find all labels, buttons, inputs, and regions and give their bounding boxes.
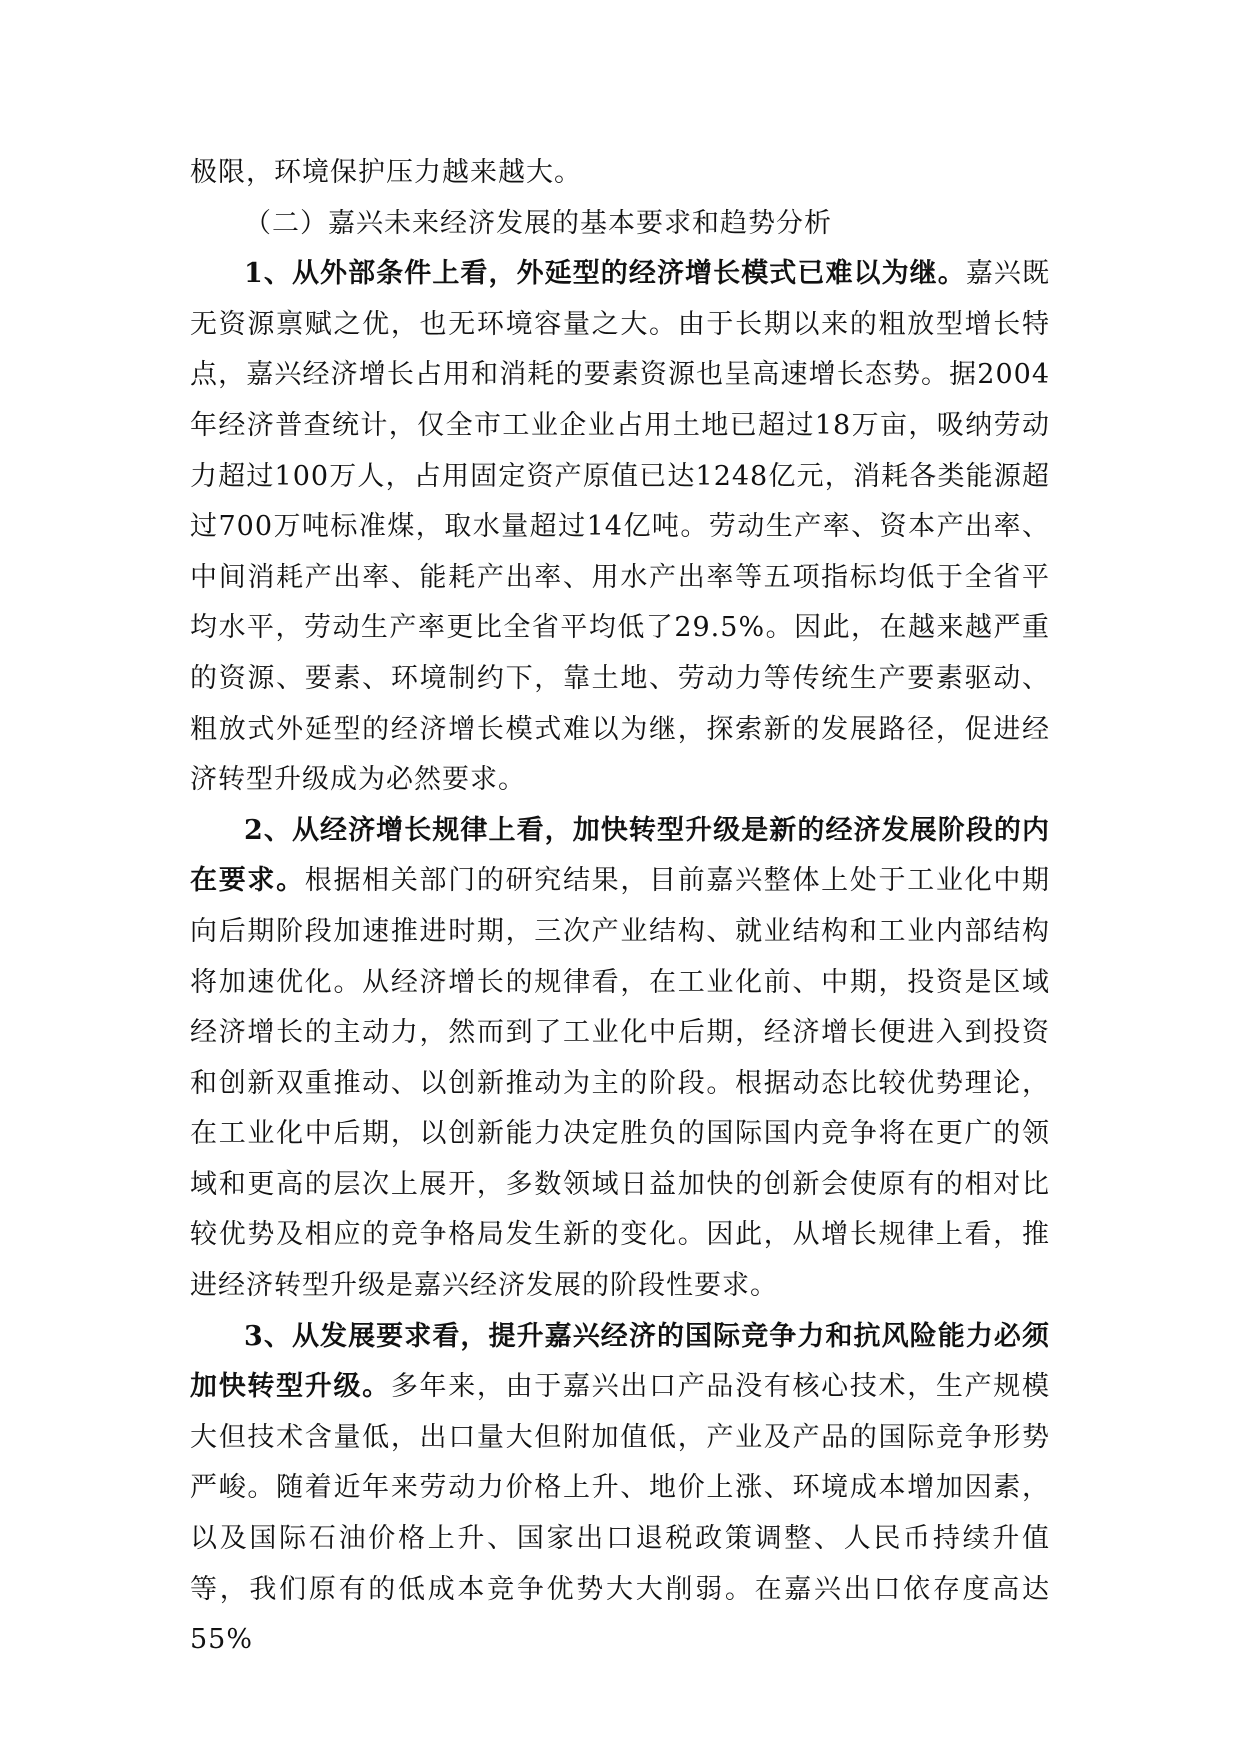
paragraph-lead: 3、从发展要求看，提升嘉兴经济的国际竞争力和抗风险能力必须加快转型升级。 bbox=[190, 1320, 1050, 1403]
paragraph-text: 多年来，由于嘉兴出口产品没有核心技术，生产规模大但技术含量低，出口量大但附加值低，产业及产品的国际竞争形势严峻。随着近年来劳动力价格上升、地价上涨、环境成本增加因素，以及国际石油价格上升、国家出口退税政策调整、人民币持续升值等，我们原有的低成本竞争优势大大削弱。在嘉兴出口依存度高达55% bbox=[190, 1371, 1050, 1656]
paragraph-continued bbox=[190, 148, 1050, 199]
section-heading-text: （二）嘉兴未来经济发展的基本要求和趋势分析 bbox=[244, 207, 832, 239]
paragraph-text: 嘉兴既无资源禀赋之优，也无环境容量之大。由于长期以来的粗放型增长特点，嘉兴经济增长占用和消耗的要素资源也呈高速增长态势。据2004年经济普查统计，仅全市工业企业占用土地已超过18万亩，吸纳劳动力超过100万人，占用固定资产原值已达1248亿元，消耗各类能源超过700万吨标准煤，取水量超过14亿吨。劳动生产率、资本产出率、中间消耗产出率、能耗产出率、用水产出率等五项指标均低于全省平均水平，劳动生产率更比全省平均低了29.5%。因此，在越来越严重的资源、要素、环境制约下，靠土地、劳动力等传统生产要素驱动、粗放式外延型的经济增长模式难以为继，探索新的发展路径，促进经济转型升级成为必然要求。 bbox=[190, 258, 1051, 796]
paragraph-3 bbox=[190, 1312, 1050, 1666]
paragraph-text: 极限，环境保护压力越来越大。 bbox=[190, 157, 582, 188]
paragraph-1 bbox=[190, 249, 1050, 806]
section-heading bbox=[190, 199, 1050, 250]
paragraph-lead: 1、从外部条件上看，外延型的经济增长模式已难以为继。 bbox=[244, 258, 966, 290]
paragraph-text: 根据相关部门的研究结果，目前嘉兴整体上处于工业化中期向后期阶段加速推进时期，三次产业结构、就业结构和工业内部结构将加速优化。从经济增长的规律看，在工业化前、中期，投资是区域经济增长的主动力，然而到了工业化中后期，经济增长便进入到投资和创新双重推动、以创新推动为主的阶段。根据动态比较优势理论，在工业化中后期，以创新能力决定胜负的国际国内竞争将在更广的领域和更高的层次上展开，多数领域日益加快的创新会使原有的相对比较优势及相应的竞争格局发生新的变化。因此，从增长规律上看，推进经济转型升级是嘉兴经济发展的阶段性要求。 bbox=[190, 865, 1051, 1302]
document-body bbox=[190, 148, 1050, 1666]
paragraph-2 bbox=[190, 806, 1050, 1312]
paragraph-lead: 2、从经济增长规律上看，加快转型升级是新的经济发展阶段的内在要求。 bbox=[190, 814, 1050, 897]
